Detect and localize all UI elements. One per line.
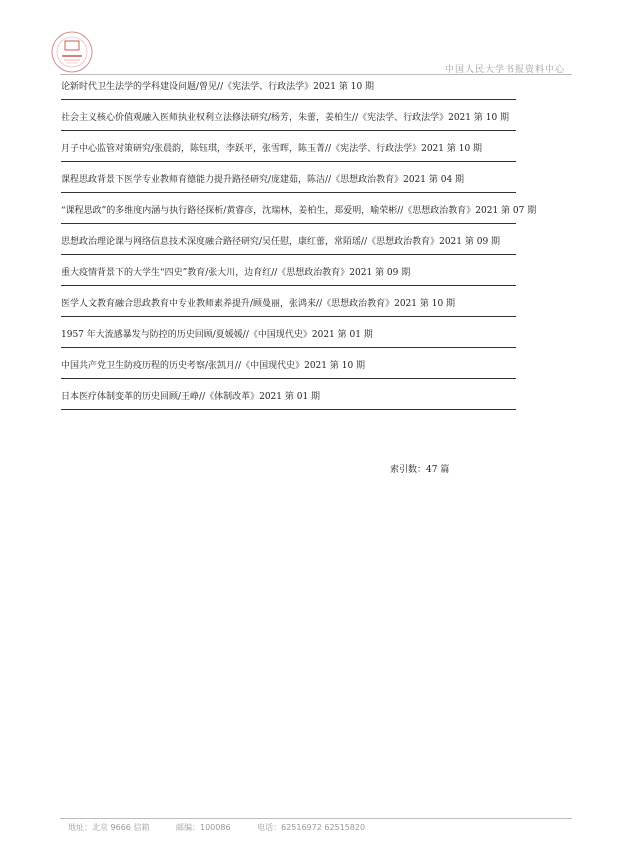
- entry-divider: [61, 130, 516, 131]
- entry-text: 医学人文教育融合思政教育中专业教师素养提升/顾曼丽，张鸿来//《思想政治教育》2021 第 10 期: [61, 299, 456, 309]
- entry-text: 社会主义核心价值观融入医师执业权利立法修法研究/杨芳，朱蕾，姜柏生//《宪法学、行政法学》2021 第 10 期: [61, 113, 510, 123]
- entry-text: 思想政治理论课与网络信息技术深度融合路径研究/吴任慰，康红蕾，常陌瑶//《思想政治教育》2021 第 09 期: [61, 237, 501, 247]
- list-item: [61, 235, 589, 255]
- entry-text: 中国共产党卫生防疫历程的历史考察/张凯月//《中国现代史》2021 第 10 期: [61, 361, 366, 371]
- list-item: [61, 111, 589, 131]
- list-item: [61, 359, 589, 379]
- entry-divider: [61, 161, 516, 162]
- footer-phone: 电话：62516972 62515820: [257, 823, 366, 832]
- footer-divider: [60, 818, 572, 819]
- entry-divider: [61, 316, 516, 317]
- center-logo-icon: [50, 30, 94, 74]
- entry-text: 课程思政背景下医学专业教师育德能力提升路径研究/庞建茹，陈洁//《思想政治教育》2021 第 04 期: [61, 175, 465, 185]
- header-title: 中国人民大学书报资料中心: [444, 65, 565, 75]
- list-item: [61, 328, 589, 348]
- footer: [68, 822, 389, 833]
- entry-divider: [61, 409, 516, 410]
- index-count: 索引数：47 篇: [390, 465, 450, 475]
- list-item: [61, 266, 589, 286]
- entry-divider: [61, 285, 516, 286]
- list-item: [61, 204, 589, 224]
- list-item: [61, 80, 589, 100]
- entry-text: 日本医疗体制变革的历史回顾/王峥//《体制改革》2021 第 01 期: [61, 392, 321, 402]
- entry-text: “课程思政”的多维度内涵与执行路径探析/黄睿彦，沈瑞林，姜柏生，郑爱明，喻荣彬//《思想政治教育》2021 第 07 期: [61, 206, 537, 216]
- index-list: [61, 80, 589, 421]
- entry-divider: [61, 223, 516, 224]
- entry-text: 1957 年大流感暴发与防控的历史回顾/夏媛媛//《中国现代史》2021 第 01 期: [61, 330, 373, 340]
- entry-divider: [61, 378, 516, 379]
- entry-text: 论新时代卫生法学的学科建设问题/曾见//《宪法学、行政法学》2021 第 10 期: [61, 82, 375, 92]
- list-item: [61, 297, 589, 317]
- list-item: [61, 390, 589, 410]
- list-item: [61, 173, 589, 193]
- footer-postcode: 邮编：100086: [176, 823, 231, 832]
- footer-address: 地址：北京 9666 信箱: [68, 823, 150, 832]
- entry-divider: [61, 347, 516, 348]
- entry-divider: [61, 254, 516, 255]
- header-divider: [60, 74, 572, 75]
- entry-divider: [61, 192, 516, 193]
- entry-divider: [61, 99, 516, 100]
- entry-text: 重大疫情背景下的大学生“四史”教育/张大川，边育红//《思想政治教育》2021 第 09 期: [61, 268, 411, 278]
- entry-text: 月子中心监管对策研究/张晨韵，陈钰琪，李跃平，张雪晖，陈玉菁//《宪法学、行政法学》2021 第 10 期: [61, 144, 483, 154]
- list-item: [61, 142, 589, 162]
